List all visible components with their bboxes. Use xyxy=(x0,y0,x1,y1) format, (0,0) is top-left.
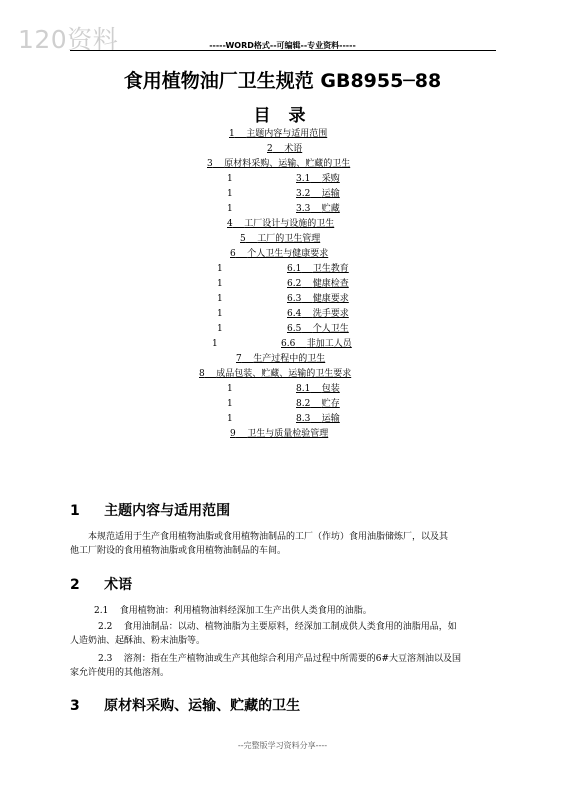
toc-text: 健康检查 xyxy=(312,279,349,289)
page-header: -----WORD格式--可编辑--专业资料----- xyxy=(209,41,356,50)
toc-text: 贮藏 xyxy=(321,204,340,214)
toc-text: 个人卫生与健康要求 xyxy=(247,249,329,259)
toc-item-8[interactable] xyxy=(199,369,351,380)
toc-subitem-8-3-link[interactable] xyxy=(296,414,340,425)
toc-text: 卫生教育 xyxy=(312,264,349,274)
toc-subnum: 3.2 xyxy=(296,189,311,199)
toc-subitem-3-2[interactable] xyxy=(227,189,233,200)
toc-text: 洗手要求 xyxy=(312,309,349,319)
toc-num: 9 xyxy=(230,429,236,439)
section-heading-2 xyxy=(70,574,132,594)
toc-item-5[interactable] xyxy=(240,234,320,245)
toc-num: 1 xyxy=(229,129,235,139)
toc-num: 1 xyxy=(217,294,223,304)
toc-text: 原材料采购、运输、贮藏的卫生 xyxy=(224,159,351,169)
toc-subnum: 8.3 xyxy=(296,414,311,424)
toc-num: 1 xyxy=(217,324,223,334)
term-2-1 xyxy=(94,604,372,619)
toc-subnum: 3.3 xyxy=(296,204,311,214)
toc-text: 健康要求 xyxy=(312,294,349,304)
toc-subitem-6-1-link[interactable] xyxy=(287,264,349,275)
toc-item-4[interactable] xyxy=(227,219,334,230)
toc-num: 6 xyxy=(230,249,236,259)
section-title: 术语 xyxy=(104,577,133,593)
toc-subitem-6-6[interactable] xyxy=(212,339,218,350)
toc-subitem-8-1-link[interactable] xyxy=(296,384,340,395)
toc-item-6[interactable] xyxy=(230,249,328,260)
toc-subitem-6-5-link[interactable] xyxy=(287,324,349,335)
toc-num: 4 xyxy=(227,219,233,229)
section-number: 1 xyxy=(70,503,80,519)
toc-num: 1 xyxy=(227,174,233,184)
term-text: 食用植物油：利用植物油料经深加工生产出供人类食用的油脂。 xyxy=(119,606,372,616)
toc-subitem-6-3[interactable] xyxy=(217,294,223,305)
toc-subitem-6-5[interactable] xyxy=(217,324,223,335)
toc-text: 生产过程中的卫生 xyxy=(253,354,326,364)
toc-subitem-8-3[interactable] xyxy=(227,414,233,425)
toc-num: 2 xyxy=(267,144,273,154)
toc-num: 1 xyxy=(227,204,233,214)
term-number: 2.1 xyxy=(94,606,109,616)
toc-num: 1 xyxy=(217,309,223,319)
header-divider xyxy=(70,50,496,51)
toc-num: 8 xyxy=(199,369,205,379)
toc-heading: 目 录 xyxy=(253,106,312,126)
toc-subitem-6-2-link[interactable] xyxy=(287,279,349,290)
toc-subitem-6-4[interactable] xyxy=(217,309,223,320)
toc-item-2[interactable] xyxy=(267,144,302,155)
toc-item-1[interactable] xyxy=(229,129,327,140)
section-1-paragraph-line-2: 他工厂附设的食用植物油脂或食用植物油制品的车间。 xyxy=(70,546,287,556)
toc-subnum: 6.3 xyxy=(287,294,302,304)
section-number: 2 xyxy=(70,577,80,593)
toc-text: 运输 xyxy=(321,189,340,199)
toc-subitem-3-1-link[interactable] xyxy=(296,174,340,185)
section-number: 3 xyxy=(70,698,80,714)
toc-num: 1 xyxy=(212,339,218,349)
toc-num: 5 xyxy=(240,234,246,244)
toc-subitem-8-1[interactable] xyxy=(227,384,233,395)
toc-text: 贮存 xyxy=(321,399,340,409)
toc-num: 1 xyxy=(227,189,233,199)
toc-subnum: 8.2 xyxy=(296,399,311,409)
page-footer: --完整版学习资料分享---- xyxy=(237,741,328,750)
toc-num: 3 xyxy=(207,159,213,169)
toc-subitem-8-2[interactable] xyxy=(227,399,233,410)
toc-subnum: 6.4 xyxy=(287,309,302,319)
term-text: 溶剂：指在生产植物油或生产其他综合利用产品过程中所需要的6#大豆溶剂油以及国 xyxy=(123,654,462,664)
term-2-2 xyxy=(98,620,457,635)
toc-text: 采购 xyxy=(321,174,340,184)
toc-text: 非加工人员 xyxy=(306,339,352,349)
watermark-logo: 120资料 xyxy=(18,25,119,54)
toc-num: 1 xyxy=(217,279,223,289)
section-heading-3 xyxy=(70,695,300,715)
toc-subnum: 6.5 xyxy=(287,324,302,334)
toc-subnum: 6.2 xyxy=(287,279,302,289)
section-title: 主题内容与适用范围 xyxy=(104,503,231,519)
toc-text: 包装 xyxy=(321,384,340,394)
toc-subnum: 6.6 xyxy=(281,339,296,349)
toc-num: 1 xyxy=(227,414,233,424)
term-number: 2.2 xyxy=(98,622,113,632)
toc-subitem-6-4-link[interactable] xyxy=(287,309,349,320)
toc-subitem-3-3-link[interactable] xyxy=(296,204,340,215)
toc-item-7[interactable] xyxy=(236,354,325,365)
toc-text: 术语 xyxy=(284,144,303,154)
section-1-paragraph-line-1: 本规范适用于生产食用植物油脂或食用植物油制品的工厂（作坊）食用油脂储炼厂，以及其 xyxy=(88,532,449,542)
toc-subitem-6-6-link[interactable] xyxy=(281,339,352,350)
term-text: 食用油制品：以动、植物油脂为主要原料，经深加工制成供人类食用的油脂用品，如 xyxy=(123,622,457,632)
document-title: 食用植物油厂卫生规范 GB8955─88 xyxy=(123,70,442,92)
term-2-2-continued: 人造奶油、起酥油、粉末油脂等。 xyxy=(70,636,206,646)
toc-text: 运输 xyxy=(321,414,340,424)
toc-subitem-6-3-link[interactable] xyxy=(287,294,349,305)
toc-text: 主题内容与适用范围 xyxy=(246,129,328,139)
toc-text: 卫生与质量检验管理 xyxy=(247,429,329,439)
toc-subitem-6-1[interactable] xyxy=(217,264,223,275)
toc-text: 工厂的卫生管理 xyxy=(257,234,321,244)
toc-num: 1 xyxy=(227,384,233,394)
toc-subitem-3-3[interactable] xyxy=(227,204,233,215)
toc-subitem-6-2[interactable] xyxy=(217,279,223,290)
term-number: 2.3 xyxy=(98,654,113,664)
section-heading-1 xyxy=(70,500,230,520)
term-2-3 xyxy=(98,652,461,667)
section-title: 原材料采购、运输、贮藏的卫生 xyxy=(104,698,301,714)
toc-item-3[interactable] xyxy=(207,159,350,170)
toc-subitem-8-2-link[interactable] xyxy=(296,399,340,410)
toc-subnum: 3.1 xyxy=(296,174,311,184)
toc-subnum: 8.1 xyxy=(296,384,311,394)
toc-num: 7 xyxy=(236,354,242,364)
toc-num: 1 xyxy=(217,264,223,274)
toc-subnum: 6.1 xyxy=(287,264,302,274)
toc-subitem-3-1[interactable] xyxy=(227,174,233,185)
toc-text: 个人卫生 xyxy=(312,324,349,334)
toc-text: 工厂设计与设施的卫生 xyxy=(244,219,335,229)
term-2-3-continued: 家允许使用的其他溶剂。 xyxy=(70,668,170,678)
toc-text: 成品包装、贮藏、运输的卫生要求 xyxy=(216,369,352,379)
toc-item-9[interactable] xyxy=(230,429,328,440)
toc-num: 1 xyxy=(227,399,233,409)
toc-subitem-3-2-link[interactable] xyxy=(296,189,340,200)
